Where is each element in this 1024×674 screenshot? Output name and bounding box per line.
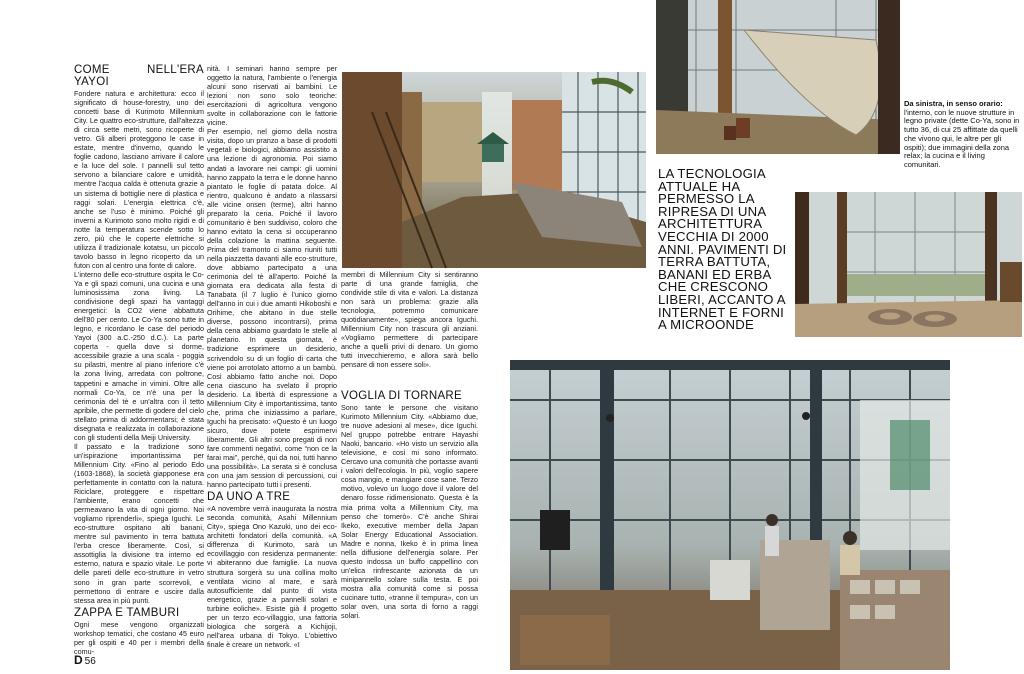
- photo-hammock: [656, 0, 900, 154]
- paragraph: Sono tante le persone che visitano Kurimoto Millennium City. «Abbiamo due, tre nuove adesioni al mese», dice Iguchi. Nel gruppo potrebbe entrare Hayashi Naoki, bancario. «Ho visto un servizio alla televisione, e così mi sono informato. Cercavo una comunità che portasse avanti i valori dell'ecologia. In più, voglio sapere cosa mangio, e mangiare cose sane. Terzo motivo, volevo un luogo dove il valore del denaro fosse ridimensionato. Questa è la mia prima volta a Millennium City, ma penso che tornerò». C'è anche Shirai Ikeko, executive member della Japan Solar Energy Educational Association. Madre e nonna, Ikeko è in prima linea nella diffusione dell'energia solare. Per questo indossa un buffo cappellino con un'elica rinfrescante azionata da un minipannello solare sulla testa. E poi mostra alla comunità come si possa cucinare tutto, «tranne il tempura», con un solar oven, una sorta di forno a raggi solari.: [341, 403, 478, 621]
- text-column-3: [341, 270, 478, 370]
- paragraph: nità. I seminari hanno sempre per oggetto la natura, l'ambiente o l'energia alcuni sono riservati ai bambini. Le lezioni non sono solo teoriche: esercitazioni di agricoltura vengono svolte in collaborazione con le fattorie vicine.: [207, 64, 337, 128]
- photo-kitchen-living: [510, 360, 950, 670]
- caption-body: l'interno, con le nuove strutture in legno private (dette Co-Ya, sono in tutto 36, di cui 25 affittate da quelli che vivono qui, le altre per gli ospiti); due immagini della zona relax; la cucina e il living comunitari.: [904, 107, 1020, 169]
- section-heading: COME NELL'ERA YAYOI: [74, 64, 204, 88]
- paragraph: Per esempio, nel giorno della nostra visita, dopo un pranzo a base di prodotti vegetali e biologici, abbiamo assistito a una lezione di agronomia. Poi siamo andati a lavorare nei campi: gli uomini hanno zappato la terra e le donne hanno piantato le foglie di patata dolce. Al rientro, qualcuno è andato a rilassarsi alle vicine onsen (terme), altri hanno preparato la cena. Poiché il lavoro comunitario è ben suddiviso, coloro che hanno evitato la cena si occuperanno della colazione la mattina seguente. Prima del tramonto ci siamo riuniti tutti nella piazzetta davanti alle eco-strutture, dove abbiamo partecipato a una cerimonia del tè all'aperto. Poiché la giornata era dedicata alla festa di Tanabata (il 7 luglio è l'unico giorno dell'anno in cui i due amanti Hikoboshi e Orihime, che abitano in due stelle diverse, possono incontrarsi), prima della cena abbiamo guardato le stelle al planetario. In questa giornata, è tradizione esprimere un desiderio, scrivendolo su di un foglio di carta che viene poi arrotolato attorno a un bambù. Così abbiamo fatto anche noi. Dopo cena ciascuno ha svelato il proprio desiderio. La libertà di espressione a Millennium City è importantissima, tanto che, prima che iniziassimo a parlare, Iguchi ha precisato: «Questo è un luogo sicuro, dove potete esprimervi liberamente. Gli altri sono pregati di non fare commenti negativi, come “non ce la farai mai”, perché, qui da noi, tutti hanno una possibilità». La serata si è conclusa con una jam session di percussioni, cui hanno partecipato tutti i presenti.: [207, 127, 337, 490]
- paragraph: Fondere natura e architettura: ecco il significato di house-forestry, uno dei concetti base di Kurimoto Millennium City. Le quattro eco-strutture, dall'altezza di circa sette metri, sono ricoperte di vetro. Gli alberi proteggono le case in estate, mentre d'inverno, quando le foglie cadono, lasciano arrivare il calore e la luce del sole. I pannelli sul tetto servono a bilanciare calore e umidità, mentre l'acqua calda è ottenuta grazie a un sistema di bottiglie nere di plastica e raggi solari. L'energia elettrica c'è, anche se l'uso è minimo. Poiché gli inverni a Kurimoto sono molto rigidi e di notte la temperatura scende sotto lo zero, più che le coperte elettriche si utilizza il tradizionale kotatsu, un piccolo tavolo basso in legno ricoperto da un futon con al centro una fonte di calore.: [74, 89, 204, 270]
- folio-letter: D: [74, 653, 83, 667]
- text-column-2: [207, 64, 337, 662]
- paragraph: Ogni mese vengono organizzati workshop tematici, che costano 45 euro per gli ospiti e 40 per i membri della comu-: [74, 619, 204, 656]
- photo-caption: [904, 100, 1022, 170]
- pull-quote: LA TECNOLOGIA ATTUALE HA PERMESSO LA RIPRESA DI UNA ARCHITETTURA VECCHIA DI 2000 ANNI. PAVIMENTI DI TERRA BATTUTA, BANANI ED ERBA CHE CRESCONO LIBERI, ACCANTO A INTERNET E FORNI A MICROONDE: [658, 166, 787, 333]
- photo-interior-coya: [342, 72, 646, 268]
- caption-lead: Da sinistra, in senso orario:: [904, 99, 1003, 108]
- photo-relax-area: [795, 192, 1022, 337]
- paragraph: membri di Millennium City si sentiranno parte di una grande famiglia, che condivide stile di vita e valori. La distanza non sarà un problema: grazie alla tecnologia, potremmo comunicare quotidianamente», spiega ancora Iguchi. Millennium City non trascura gli anziani. «Vogliamo permettere di partecipare anche a quelli privi di denaro. Un giorno tutti invecchieremo, e allora sarà bello pensare di non essere soli».: [341, 270, 478, 370]
- section-heading: VOGLIA DI TORNARE: [341, 390, 462, 402]
- section-heading: ZAPPA E TAMBURI: [74, 606, 180, 619]
- section-heading: DA UNO A TRE: [207, 491, 291, 504]
- paragraph: L'interno delle eco-strutture ospita le Co-Ya e gli spazi comuni, una cucina e una luminosissima zona living. La condivisione degli spazi ha vantaggi energetici: la CO2 viene abbattuta dell'80 per cento. Le Co-Ya sono tutte in legno, e ricordano le case del periodo Yayoi (300 a.C.-250 d.C.). La parte coperta - quella dove si dorme, accessibile grazie a una scala - poggia su pilastri, mentre al piano inferiore c'è la zona living, arredata con poltrone, tappetini e amache in vimini. Oltre alle normali Co-Ya, ce n'è una per la cerimonia del tè e un'altra con il tetto apribile, che permette di godere del cielo stellato prima di addormentarsi; è stata disegnata e realizzata in collaborazione con gli studenti della Meiji University.: [74, 269, 204, 442]
- page-folio: [74, 653, 96, 667]
- text-column-1: [74, 64, 204, 662]
- paragraph: Il passato e la tradizione sono un'ispirazione importantissima per Millennium City. «Fino al periodo Edo (1603-1868), la società giapponese era perfettamente in contatto con la natura. Riciclare, proteggere e rispettare l'ambiente, erano concetti che permeavano la vita di ogni giorno. Noi vogliamo riprenderli», spiega Iguchi. Le eco-strutture ospitano alti banani, mentre sul pavimento in terra battuta l'erba cresce liberamente. Così, si assottiglia la divisione tra interno ed esterno, natura e spazio vitale. Le porte delle pareti delle eco-strutture in vetro sono in gran parte scorrevoli, e permettono di entrare e uscire dalla stessa area in più punti.: [74, 441, 204, 605]
- page-number: 56: [84, 656, 96, 667]
- paragraph: «A novembre verrà inaugurata la nostra seconda comunità, Asahi Millennium City», spiega Ono Kazuki, uno dei eco-architetti fondatori della comunità. «A differenza di Kurimoto, sarà un ecovillaggio con residenza permanente: vi abiteranno due famiglie. La nuova struttura sorgerà su una collina molto ventilata vicino al mare, e sarà autosufficiente dal punto di vista energetico, grazie a pannelli solari e turbine eoliche». Esiste già il progetto per un terzo eco-villaggio, una fattoria biologica che sorgerà a Kichijoji, nell'area urbana di Tokyo. L'obiettivo finale è creare un network. «I: [207, 504, 337, 649]
- text-column-4: [341, 390, 478, 662]
